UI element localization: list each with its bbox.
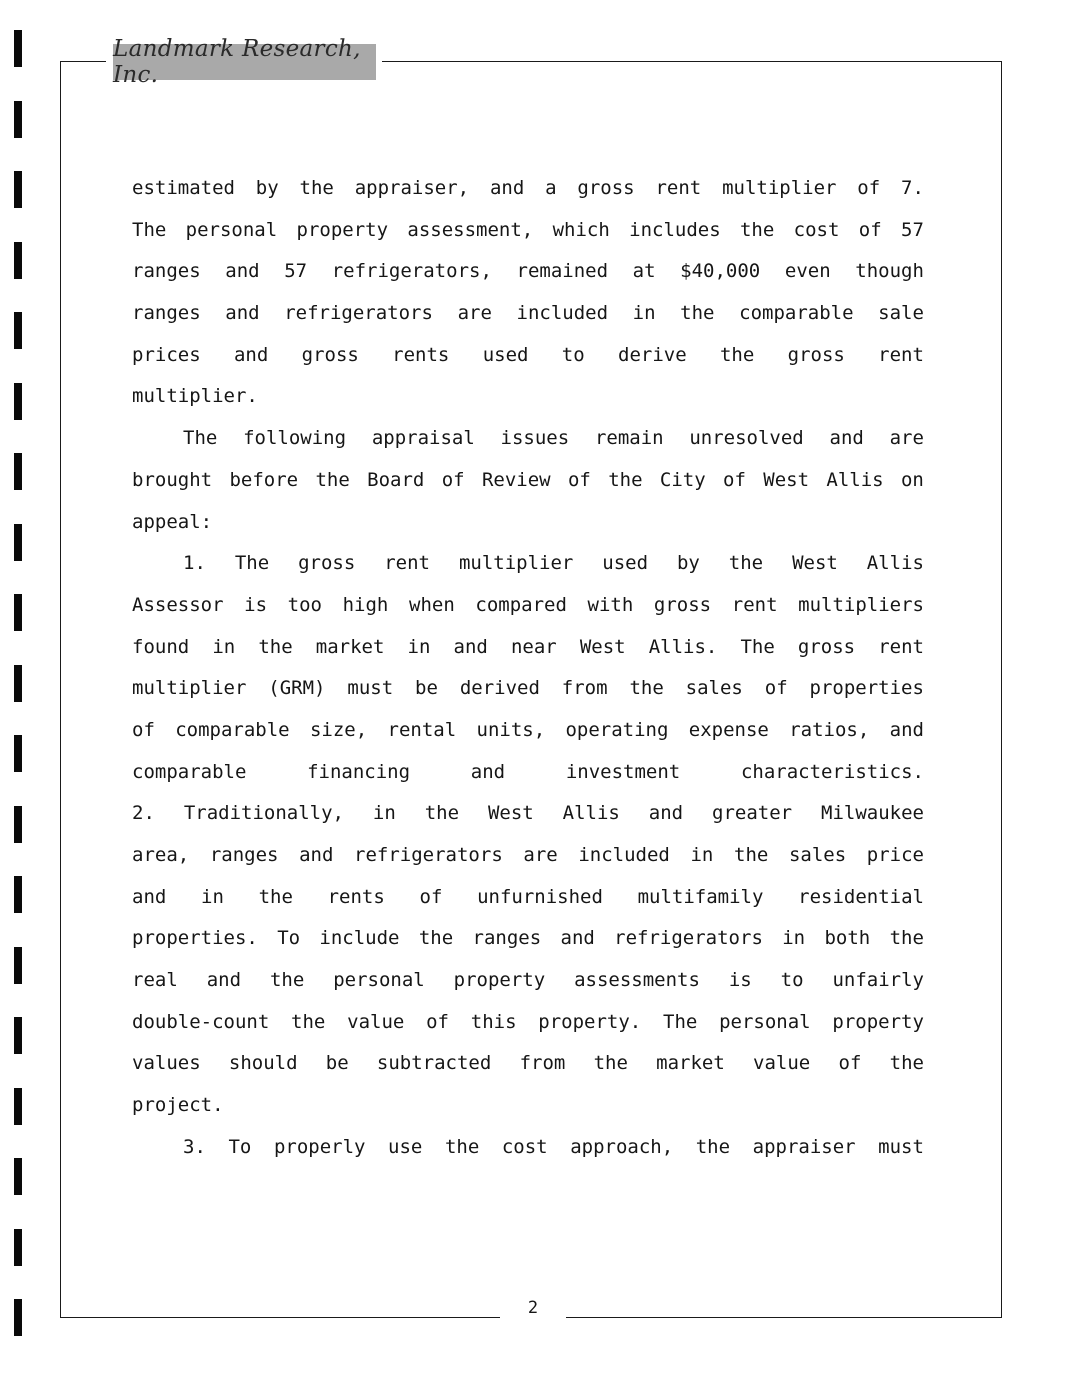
text-line: prices and gross rents used to derive the gross rent xyxy=(132,343,924,366)
text-line: brought before the Board of Review of the City of West Allis on xyxy=(132,468,924,491)
text-line: The personal property assessment, which includes the cost of 57 xyxy=(132,218,924,241)
text-line: 1. The gross rent multiplier used by the West Allis xyxy=(183,552,924,575)
binding-hole xyxy=(14,665,22,702)
binding-edge xyxy=(14,30,22,1350)
binding-hole xyxy=(14,947,22,984)
text-line: ranges and refrigerators are included in the comparable sale xyxy=(132,302,924,325)
binding-hole xyxy=(14,30,22,67)
text-line: 2. Traditionally, in the West Allis and greater Milwaukee xyxy=(132,802,924,825)
text-line: real and the personal property assessments is to unfairly xyxy=(132,969,924,992)
binding-hole xyxy=(14,101,22,138)
binding-hole xyxy=(14,171,22,208)
binding-hole xyxy=(14,524,22,561)
text-line: multiplier (GRM) must be derived from the sales of properties xyxy=(132,677,924,700)
binding-hole xyxy=(14,594,22,631)
text-line: comparable financing and investment characteristics. xyxy=(132,760,924,783)
text-line: ranges and 57 refrigerators, remained at $40,000 even though xyxy=(132,260,924,283)
text-line: project. xyxy=(132,1094,224,1117)
text-line: of comparable size, rental units, operating expense ratios, and xyxy=(132,718,924,741)
binding-hole xyxy=(14,1299,22,1336)
binding-hole xyxy=(14,242,22,279)
binding-hole xyxy=(14,735,22,772)
page-number: 2 xyxy=(527,1298,539,1318)
binding-hole xyxy=(14,1158,22,1195)
text-line: Assessor is too high when compared with gross rent multipliers xyxy=(132,593,924,616)
binding-hole xyxy=(14,1017,22,1054)
binding-hole xyxy=(14,312,22,349)
text-line: appeal: xyxy=(132,510,213,533)
binding-hole xyxy=(14,453,22,490)
text-line: area, ranges and refrigerators are included in the sales price xyxy=(132,844,924,866)
text-line: found in the market in and near West Allis. The gross rent xyxy=(132,635,924,658)
binding-hole xyxy=(14,806,22,843)
binding-hole xyxy=(14,383,22,420)
text-line: double-count the value of this property. The personal property xyxy=(132,1010,924,1033)
text-line: multiplier. xyxy=(132,385,258,408)
text-line: properties. To include the ranges and refrigerators in both the xyxy=(132,927,924,950)
text-line: and in the rents of unfurnished multifamily residential xyxy=(132,885,924,908)
text-line: estimated by the appraiser, and a gross rent multiplier of 7. xyxy=(132,177,924,199)
logo-text: Landmark Research, Inc. xyxy=(113,36,361,88)
text-line: 3. To properly use the cost approach, the appraiser must xyxy=(183,1135,924,1158)
document-body xyxy=(132,168,924,1169)
binding-hole xyxy=(14,876,22,913)
text-line: The following appraisal issues remain unresolved and are xyxy=(183,427,924,450)
binding-hole xyxy=(14,1229,22,1266)
binding-hole xyxy=(14,1088,22,1125)
company-logo xyxy=(113,36,376,88)
text-line: values should be subtracted from the market value of the xyxy=(132,1052,924,1075)
